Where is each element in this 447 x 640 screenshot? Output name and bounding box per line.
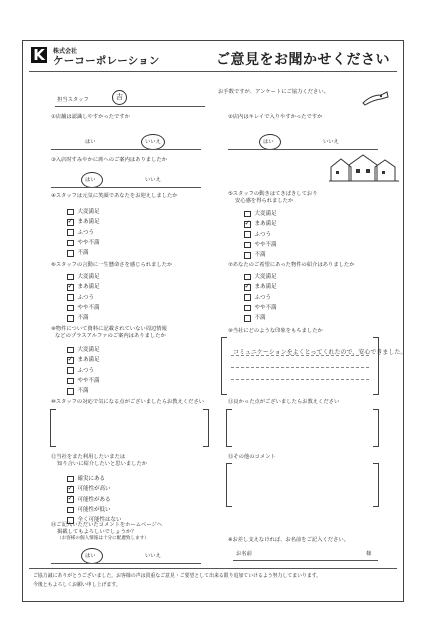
checkbox-checked[interactable] xyxy=(67,284,74,291)
q5-option[interactable]: ふつう xyxy=(244,230,277,240)
q4-option[interactable]: 大変満足 xyxy=(67,207,100,217)
q4-option[interactable]: ✓ まあ満足 xyxy=(67,217,100,227)
question-11: ⑪良かった点がございましたらお教えください xyxy=(228,399,340,405)
q11-bracket-right[interactable] xyxy=(373,409,379,447)
checkbox-checked[interactable] xyxy=(67,496,74,503)
checkbox[interactable] xyxy=(244,231,251,238)
checkbox-checked[interactable] xyxy=(67,219,74,226)
q8-option[interactable]: 不満 xyxy=(67,386,100,396)
survey-form xyxy=(22,40,407,602)
q8-option[interactable]: ふつう xyxy=(67,366,100,376)
checkbox[interactable] xyxy=(67,367,74,374)
q13-bracket-left xyxy=(226,463,232,507)
q3-rule xyxy=(51,187,201,188)
name-suffix: 様 xyxy=(366,551,372,557)
question-6: ⑥スタッフの言動に一生懸命さを感じられましたか xyxy=(51,262,173,268)
q12-option[interactable]: 可能性が低い xyxy=(67,505,122,515)
question-8-line2: などのプラスアルファのご案内はありましたか xyxy=(55,333,166,339)
q2-answer-circle xyxy=(259,134,281,150)
checkbox[interactable] xyxy=(244,305,251,312)
q9-answer[interactable]: コミュニケーションをよくとってくれたので、安心できました。 xyxy=(233,349,407,356)
q3-answer-circle xyxy=(81,172,103,188)
q5-option[interactable]: ✓ まあ満足 xyxy=(244,219,277,229)
q10-bracket-right[interactable] xyxy=(203,409,209,447)
q14-yes[interactable]: はい xyxy=(85,553,96,559)
q4-option[interactable]: ふつう xyxy=(67,228,100,238)
q6-option[interactable]: ふつう xyxy=(67,293,100,303)
q12-option[interactable]: ✓ 可能性がある xyxy=(67,495,122,505)
q11-bracket-left xyxy=(226,409,232,447)
question-2: ②店内はキレイで入りやすかったですか xyxy=(228,114,323,120)
q4-options xyxy=(67,207,100,258)
q9-dash-1 xyxy=(231,355,369,356)
q8-options xyxy=(67,345,100,396)
question-12-line1: ⑫当社をまた利用したいまたは xyxy=(51,454,126,460)
checkbox-checked[interactable] xyxy=(67,357,74,364)
houses-illustration-icon xyxy=(329,153,399,183)
q1-no[interactable]: いいえ xyxy=(145,139,161,145)
q7-option[interactable]: 大変満足 xyxy=(244,272,277,282)
q12-option[interactable]: ✓ 可能性が高い xyxy=(67,484,122,494)
question-12-line2: 知り合いに紹介したいと思いましたか xyxy=(57,461,148,467)
pencil-illustration-icon xyxy=(359,87,393,109)
q1-rule xyxy=(51,149,201,150)
checkbox-checked[interactable] xyxy=(67,486,74,493)
question-14-line2: 掲載してもよろしいでしょうか？ xyxy=(57,529,137,535)
q1-yes[interactable]: はい xyxy=(85,139,96,145)
question-4: ④スタッフは元気に笑顔であなたをお迎えしましたか xyxy=(51,193,178,199)
q8-option[interactable]: やや不満 xyxy=(67,376,100,386)
checkbox[interactable] xyxy=(244,315,251,322)
q9-dash-3 xyxy=(231,379,369,380)
form-title: ご意見をお聞かせください xyxy=(216,52,390,68)
question-7: ⑦あなたのご希望にあった物件の紹介はありましたか xyxy=(228,262,355,268)
question-3: ③入店时すみやかに席へのご案内はありましたか xyxy=(51,157,167,163)
header-rule xyxy=(29,71,397,72)
question-13: ⑬その他のコメント xyxy=(228,454,276,460)
q7-option[interactable]: 不満 xyxy=(244,313,277,323)
q7-option[interactable]: ✓ まあ満足 xyxy=(244,282,277,292)
staff-label: 担当スタッフ xyxy=(57,97,89,103)
q8-option[interactable]: ✓ まあ満足 xyxy=(67,355,100,365)
q12-option[interactable]: 確実にある xyxy=(67,474,122,484)
q12-option[interactable]: 全く可能性はない xyxy=(67,515,122,525)
question-14-line1: ⑭ご記入いただいたコメントをホームページへ xyxy=(51,522,163,528)
q7-option[interactable]: やや不満 xyxy=(244,303,277,313)
checkbox[interactable] xyxy=(67,240,74,247)
staff-stamp: 吉 xyxy=(112,90,127,105)
company-logo: K xyxy=(31,47,47,63)
q12-options xyxy=(67,474,122,525)
checkbox[interactable] xyxy=(67,250,74,257)
question-5-line1: ⑤スタッフの動きはてきぱきしており xyxy=(228,191,318,197)
q13-bracket-right[interactable] xyxy=(373,463,379,507)
checkbox[interactable] xyxy=(67,274,74,281)
q5-option[interactable]: 大変満足 xyxy=(244,209,277,219)
question-1: ①店舗は認識しやすかったですか xyxy=(51,114,130,120)
checkbox[interactable] xyxy=(67,305,74,312)
checkbox[interactable] xyxy=(67,388,74,395)
intro-text: お手数ですが、アンケートにご協力ください。 xyxy=(218,89,329,95)
checkbox[interactable] xyxy=(67,476,74,483)
staff-rule xyxy=(55,106,205,107)
q3-yes[interactable]: はい xyxy=(85,177,96,183)
q5-option[interactable]: やや不満 xyxy=(244,240,277,250)
footer-line-2: 今後ともよろしくお願い申し上げます。 xyxy=(33,582,121,588)
checkbox[interactable] xyxy=(67,378,74,385)
q8-option[interactable]: 大変満足 xyxy=(67,345,100,355)
q4-option[interactable]: 不満 xyxy=(67,248,100,258)
question-5-line2: 安心感を得られましたか xyxy=(235,198,294,204)
q4-option[interactable]: やや不満 xyxy=(67,238,100,248)
q1-answer-circle xyxy=(141,134,165,150)
q7-options xyxy=(244,272,277,323)
q14-no[interactable]: いいえ xyxy=(145,553,161,559)
q7-option[interactable]: ふつう xyxy=(244,293,277,303)
q10-bracket-left xyxy=(50,409,56,447)
checkbox-checked[interactable] xyxy=(244,221,251,228)
checkbox[interactable] xyxy=(67,229,74,236)
q6-option[interactable]: ✓ まあ満足 xyxy=(67,282,100,292)
name-label: お名前 xyxy=(236,551,252,557)
question-14-note: （お客様の個人情報は十分に配慮致します） xyxy=(57,536,149,541)
footer-rule xyxy=(29,568,397,569)
q6-option[interactable]: 不満 xyxy=(67,313,100,323)
q6-option[interactable]: 大変満足 xyxy=(67,272,100,282)
q6-option[interactable]: やや不満 xyxy=(67,303,100,313)
company-name: ケーコーポレーション xyxy=(53,55,160,67)
q9-bracket-left xyxy=(221,337,227,395)
q14-rule xyxy=(51,563,201,564)
checkbox[interactable] xyxy=(67,315,74,322)
q2-no[interactable]: いいえ xyxy=(323,139,339,145)
q9-bracket-right xyxy=(373,337,379,395)
q5-options xyxy=(244,209,277,260)
checkbox[interactable] xyxy=(67,294,74,301)
q6-options xyxy=(67,272,100,323)
name-note: ※お差し支えなければ、お名前をご記入ください。 xyxy=(228,537,349,543)
checkbox[interactable] xyxy=(244,252,251,259)
checkbox[interactable] xyxy=(244,294,251,301)
q2-rule xyxy=(228,149,378,150)
question-9: ⑨当社にどのような印象をもちましたか xyxy=(228,328,323,334)
checkbox[interactable] xyxy=(244,242,251,249)
name-field[interactable] xyxy=(233,560,378,561)
q3-no[interactable]: いいえ xyxy=(145,177,161,183)
question-8-line1: ⑧物件について資料に記載されていない周辺情報 xyxy=(51,326,167,332)
checkbox-checked[interactable] xyxy=(244,284,251,291)
checkbox[interactable] xyxy=(67,209,74,216)
checkbox[interactable] xyxy=(244,274,251,281)
q2-yes[interactable]: はい xyxy=(263,139,274,145)
q9-dash-2 xyxy=(231,367,369,368)
checkbox[interactable] xyxy=(244,211,251,218)
q14-answer-circle xyxy=(81,548,103,564)
footer-line-1: ご協力誠にありがとうございました。お客様の声は貴重なご意見・ご要望として出来る限り追加ていけるよう努力してまいります。 xyxy=(33,573,322,579)
checkbox[interactable] xyxy=(67,507,74,514)
q5-option[interactable]: 不満 xyxy=(244,250,277,260)
question-10: ⑩スタッフの対応で気になる点がございましたらお教えください xyxy=(51,399,205,405)
checkbox[interactable] xyxy=(67,347,74,354)
company-type: 株式会社 xyxy=(53,48,78,55)
